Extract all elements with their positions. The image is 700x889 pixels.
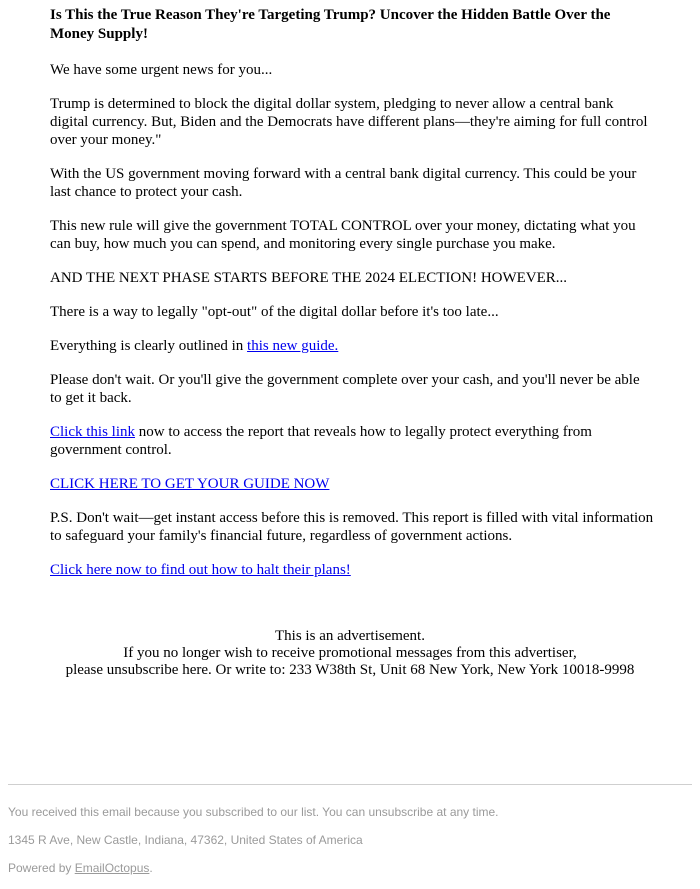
ps-paragraph: P.S. Don't wait—get instant access before this is removed. This report is filled with vital information to safeguard your family's financial future, regardless of government actions. — [50, 510, 654, 544]
emailoctopus-link[interactable]: EmailOctopus — [74, 861, 150, 875]
guide-paragraph-text: Everything is clearly outlined in — [50, 338, 248, 354]
click-this-link[interactable]: Click this link — [50, 424, 136, 440]
final-link-paragraph — [50, 561, 654, 579]
unsubscribe-notice: If you no longer wish to receive promotional messages from this advertiser, — [123, 645, 577, 661]
emailoctopus-footer — [8, 804, 692, 888]
total-control-paragraph: This new rule will give the government TOTAL CONTROL over your money, dictating what you can buy, how much you can spend, and monitoring every single purchase you make. — [50, 218, 636, 252]
government-paragraph: With the US government moving forward with a central bank digital currency. This could be your last chance to protect your cash. — [50, 166, 637, 200]
click-link-paragraph — [50, 423, 654, 459]
cta-paragraph — [50, 475, 654, 493]
advertisement-footer — [50, 628, 650, 679]
intro-paragraph: We have some urgent news for you... — [50, 62, 273, 78]
advertisement-notice: This is an advertisement. — [275, 628, 425, 644]
powered-by-prefix: Powered by — [8, 861, 75, 875]
subscription-note: You received this email because you subscribed to our list. You can unsubscribe at any time. — [8, 805, 499, 819]
email-body — [50, 6, 654, 595]
dont-wait-paragraph: Please don't wait. Or you'll give the government complete over your cash, and you'll never be able to get it back. — [50, 372, 640, 406]
next-phase-paragraph: AND THE NEXT PHASE STARTS BEFORE THE 2024 ELECTION! HOWEVER... — [50, 270, 568, 286]
get-guide-cta-link[interactable]: CLICK HERE TO GET YOUR GUIDE NOW — [50, 476, 330, 492]
email-headline: Is This the True Reason They're Targeting Trump? Uncover the Hidden Battle Over the Money Supply! — [50, 7, 611, 42]
click-link-paragraph-text: now to access the report that reveals how to legally protect everything from government control. — [50, 424, 592, 458]
powered-by-suffix: . — [149, 861, 153, 875]
mailing-address: please unsubscribe here. Or write to: 233 W38th St, Unit 68 New York, New York 10018-9998 — [65, 662, 635, 678]
trump-paragraph: Trump is determined to block the digital dollar system, pledging to never allow a central bank digital currency. But, Biden and the Democrats have different plans—they're aiming for full control over your money." — [50, 96, 648, 148]
powered-by — [8, 860, 692, 876]
halt-plans-link[interactable]: Click here now to find out how to halt their plans! — [50, 562, 351, 578]
opt-out-paragraph: There is a way to legally "opt-out" of the digital dollar before it's too late... — [50, 304, 499, 320]
footer-divider — [8, 784, 692, 785]
sender-address: 1345 R Ave, New Castle, Indiana, 47362, United States of America — [8, 833, 363, 847]
new-guide-link[interactable]: this new guide. — [247, 338, 339, 354]
guide-paragraph — [50, 337, 654, 355]
